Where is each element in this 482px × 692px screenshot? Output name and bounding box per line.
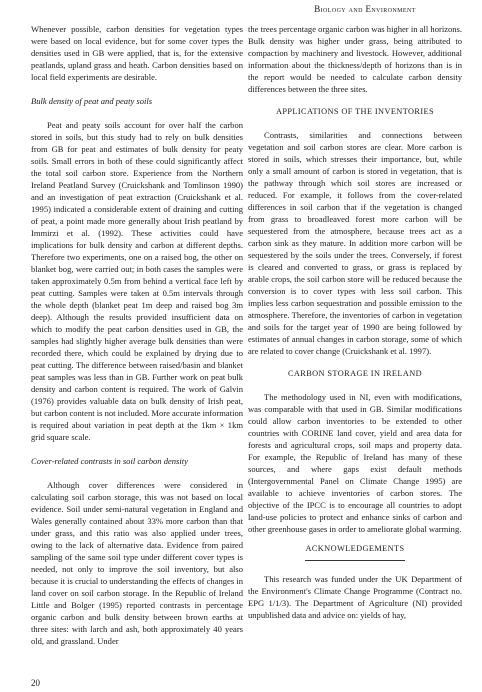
section-heading: CARBON STORAGE IN IRELAND: [287, 369, 423, 378]
page-number: 20: [31, 678, 40, 688]
heading-rule: [305, 560, 405, 561]
acknowledgements-heading: ACKNOWLEDGEMENTS: [305, 544, 405, 553]
paragraph: Whenever possible, carbon densities for vegetation types were based on local evidence, but for some cover types the densities used in GB were applied, that is, for the extensive peatlands, upland grass and heath. Carbon densities based on local field experiments are desirable.: [31, 24, 243, 82]
section-heading: Bulk density of peat and peaty soils: [31, 96, 153, 106]
paragraph: Contrasts, similarities and connections between vegetation and soil carbon stores are clear. More carbon is stored in soils, which stresses their importance, but, while only a small amount of carbon is stored in vegetation, that is the pathway through which soil stores are increased or reduced. For example, it follows from the cover-related differences in soil carbon that if the vegetation is changed from grass to broadleaved forest more carbon will be sequestered from the atmosphere, because trees act as a carbon sink as they mature. In addition more carbon will be sequestered by the soils under the trees. Conversely, if forest is cleared and converted to grass, or grass is replaced by arable crops, the soil carbon store will be reduced because the conversion is to cover types with less soil carbon. This implies less carbon sequestration and possible emission to the atmosphere. Therefore, the inventories of carbon in vegetation and soils for the target year of 1990 are being followed by estimates of annual changes in carbon storage, some of which are related to cover change (Cruickshank et al. 1997).: [248, 130, 462, 356]
paragraph: The methodology used in NI, even with modifications, was comparable with that used in GB. Similar modifications could allow carbon inventories to be extended to other countries with CORINE land cover, yield and area data for forests and agricultural crops, soil maps and property data. For example, the Republic of Ireland has many of these sources, and where gaps exist default methods (Intergovernmental Panel on Climate Change 1995) are available to achieve inventories of carbon stores. The objective of the IPCC is to encourage all countries to adopt land-use policies to protect and enhance sinks of carbon and other greenhouse gases in order to ameliorate global warming.: [248, 392, 462, 534]
section-heading: Cover-related contrasts in soil carbon density: [31, 456, 188, 466]
paragraph: Although cover differences were considered in calculating soil carbon storage, this was not based on local evidence. Soil under semi-natural vegetation in England and Wales generally contained about 33% more carbon than that under grass, and this ratio was also applied under trees, owing to the lack of alternative data. Evidence from paired sampling of the same soil type under different cover types is needed, not only to improve the soil inventory, but also because it is crucial to understanding the effects of changes in land cover on soil carbon storage. In the Republic of Ireland Little and Bolger (1995) reported contrasts in percentage organic carbon and bulk density between brown earths at three sites: with larch and ash, both approximately 40 years old, and grassland. Under: [31, 480, 243, 646]
left-column: [31, 23, 243, 647]
right-column: [248, 23, 462, 621]
paragraph: Peat and peaty soils account for over half the carbon stored in soils, but this study had to rely on bulk densities from GB for peat and estimates of bulk density for peaty soils. Small errors in both of these could significantly affect the total soil carbon store. Experience from the Northern Ireland Peatland Survey (Cruickshank and Tomlinson 1990) and an investigation of peat extraction (Cruickshank et al. 1995) indicated a considerable extent of draining and cutting of peat, a point made more generally about Irish peatland by Immirzi et al. (1992). These activities could have implications for bulk density and carbon at different depths. Therefore two experiments, one on a raised bog, the other on blanket bog, were carried out; in both cases the samples were taken approximately 0.5m from behind a vertical face left by peat cutting. Samples were taken at 0.5m intervals through the whole depth (blanket peat 1m deep and raised bog 3m deep). Although the results provided insufficient data on which to modify the peat carbon densities used in GB, the samples had slightly higher average bulk densities than were recorded there, which could be explained by drying due to peat cutting. The difference between raised/basin and blanket peat samples was less than in GB. Further work on peat bulk density and carbon content is required. The work of Galvin (1976) provides valuable data on bulk density of Irish peat, but carbon content is not included. More accurate information is required about variation in peat depth at the 1km × 1km grid square scale.: [31, 120, 243, 442]
paragraph: This research was funded under the UK Department of the Environment's Climate Change Programme (Contract no. EPG 1/1/3). The Department of Agriculture (NI) provided unpublished data and advice on: yields of hay,: [248, 574, 462, 620]
paragraph: the trees percentage organic carbon was higher in all horizons. Bulk density was higher under grass, being attributed to compaction by machinery and livestock. However, additional information about the thickness/depth of horizons than is in the report would be needed to calculate carbon density differences between the three sites.: [248, 24, 462, 94]
running-head: Biology and Environment: [314, 4, 416, 14]
section-heading: APPLICATIONS OF THE INVENTORIES: [276, 107, 434, 116]
